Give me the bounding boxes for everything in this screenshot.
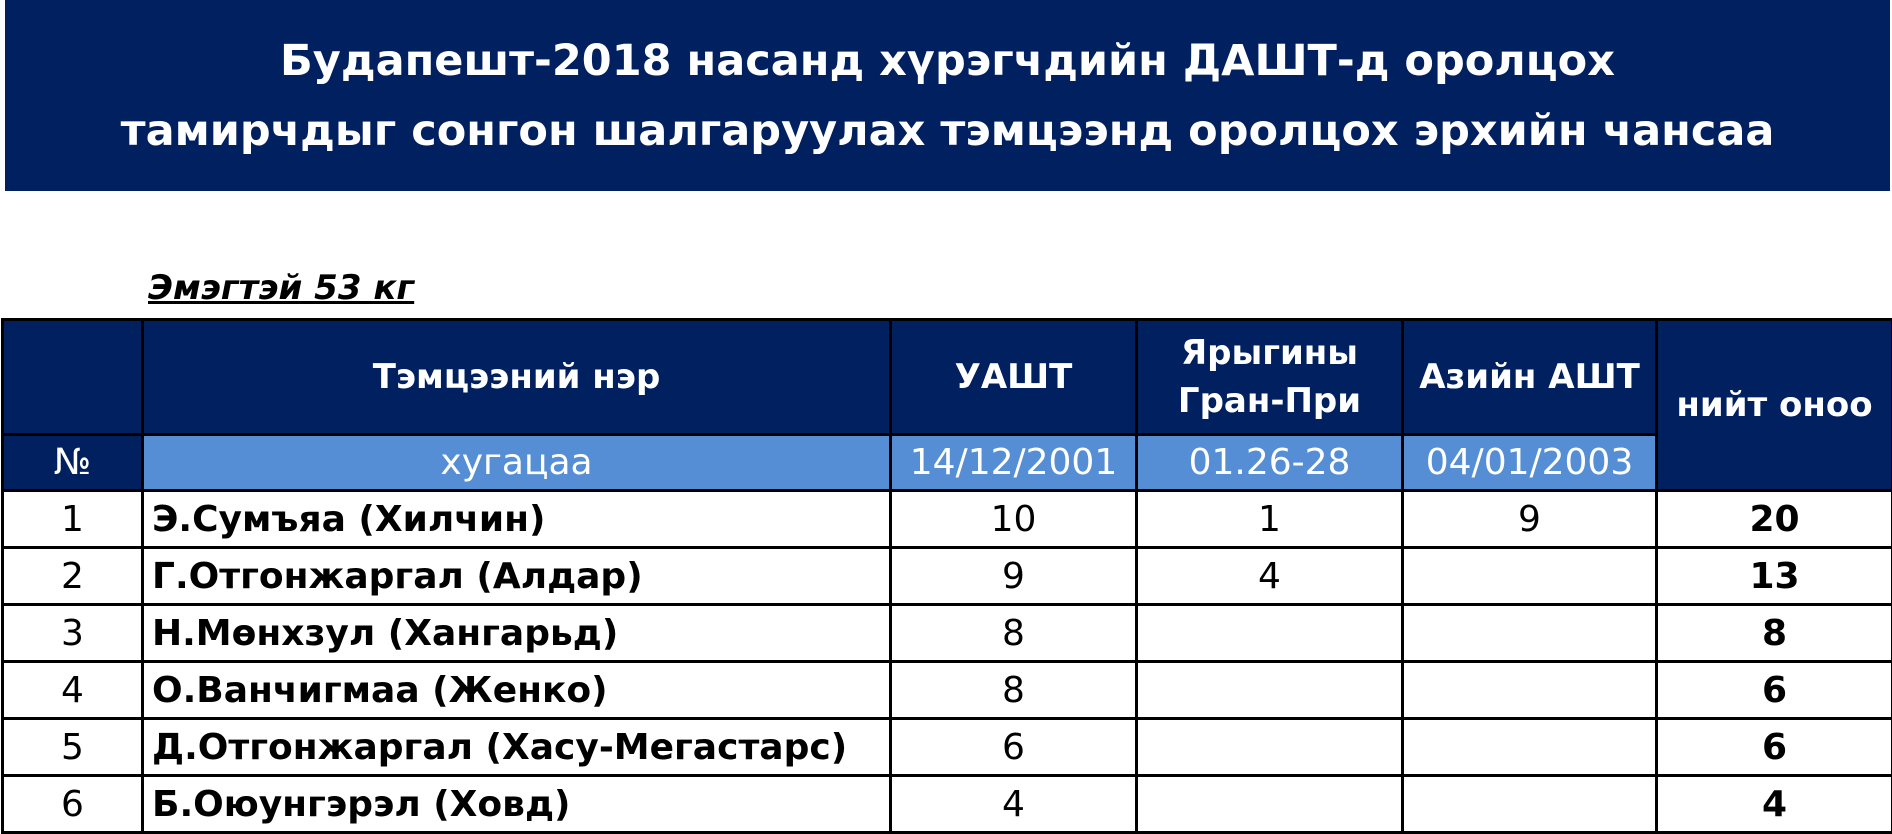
weight-category-label: Эмэгтэй 53 кг bbox=[148, 268, 414, 308]
row-num: 3 bbox=[3, 605, 143, 662]
col-yarygin-header-line2: Гран-При bbox=[1138, 377, 1401, 425]
ranking-table bbox=[1, 318, 1892, 834]
athlete-name: Г.Отгонжаргал (Алдар) bbox=[143, 548, 891, 605]
col-uasht-header: УАШТ bbox=[891, 320, 1137, 435]
score-total: 20 bbox=[1657, 491, 1892, 548]
score-total: 8 bbox=[1657, 605, 1892, 662]
score-yarygin bbox=[1137, 719, 1403, 776]
score-total: 6 bbox=[1657, 719, 1892, 776]
title-banner bbox=[5, 0, 1890, 191]
score-uasht: 10 bbox=[891, 491, 1137, 548]
athlete-name: Б.Оюунгэрэл (Ховд) bbox=[143, 776, 891, 833]
athlete-name: Э.Сумъяа (Хилчин) bbox=[143, 491, 891, 548]
table-row bbox=[3, 776, 1892, 833]
date-yarygin: 01.26-28 bbox=[1137, 435, 1403, 491]
date-asia: 04/01/2003 bbox=[1403, 435, 1657, 491]
col-asia-header: Азийн АШТ bbox=[1403, 320, 1657, 435]
date-label: хугацаа bbox=[143, 435, 891, 491]
title-line-1: Будапешт-2018 насанд хүрэгчдийн ДАШТ-д оролцох bbox=[280, 26, 1615, 96]
score-uasht: 6 bbox=[891, 719, 1137, 776]
score-yarygin bbox=[1137, 776, 1403, 833]
score-asia: 9 bbox=[1403, 491, 1657, 548]
total-header: нийт оноо bbox=[1657, 320, 1892, 491]
title-line-2: тамирчдыг сонгон шалгаруулах тэмцээнд оролцох эрхийн чансаа bbox=[121, 96, 1775, 166]
athlete-name: Н.Мөнхзул (Хангарьд) bbox=[143, 605, 891, 662]
athlete-name: О.Ванчигмаа (Женко) bbox=[143, 662, 891, 719]
table-row bbox=[3, 491, 1892, 548]
score-asia bbox=[1403, 776, 1657, 833]
table-row bbox=[3, 719, 1892, 776]
score-uasht: 8 bbox=[891, 605, 1137, 662]
num-header: № bbox=[3, 435, 143, 491]
score-uasht: 4 bbox=[891, 776, 1137, 833]
row-num: 2 bbox=[3, 548, 143, 605]
athlete-name: Д.Отгонжаргал (Хасу-Мегастарс) bbox=[143, 719, 891, 776]
score-total: 6 bbox=[1657, 662, 1892, 719]
header-row bbox=[3, 320, 1892, 435]
row-num: 1 bbox=[3, 491, 143, 548]
score-yarygin: 4 bbox=[1137, 548, 1403, 605]
score-yarygin bbox=[1137, 662, 1403, 719]
event-name-header: Тэмцээний нэр bbox=[143, 320, 891, 435]
col-yarygin-header-line1: Ярыгины bbox=[1138, 329, 1401, 377]
row-num: 6 bbox=[3, 776, 143, 833]
date-uasht: 14/12/2001 bbox=[891, 435, 1137, 491]
score-asia bbox=[1403, 719, 1657, 776]
score-uasht: 8 bbox=[891, 662, 1137, 719]
table-row bbox=[3, 548, 1892, 605]
score-uasht: 9 bbox=[891, 548, 1137, 605]
score-asia bbox=[1403, 662, 1657, 719]
score-yarygin: 1 bbox=[1137, 491, 1403, 548]
date-row bbox=[3, 435, 1892, 491]
num-header-top bbox=[3, 320, 143, 435]
table-row bbox=[3, 662, 1892, 719]
score-total: 4 bbox=[1657, 776, 1892, 833]
score-asia bbox=[1403, 548, 1657, 605]
col-yarygin-header bbox=[1137, 320, 1403, 435]
row-num: 4 bbox=[3, 662, 143, 719]
score-asia bbox=[1403, 605, 1657, 662]
table-row bbox=[3, 605, 1892, 662]
row-num: 5 bbox=[3, 719, 143, 776]
score-yarygin bbox=[1137, 605, 1403, 662]
score-total: 13 bbox=[1657, 548, 1892, 605]
